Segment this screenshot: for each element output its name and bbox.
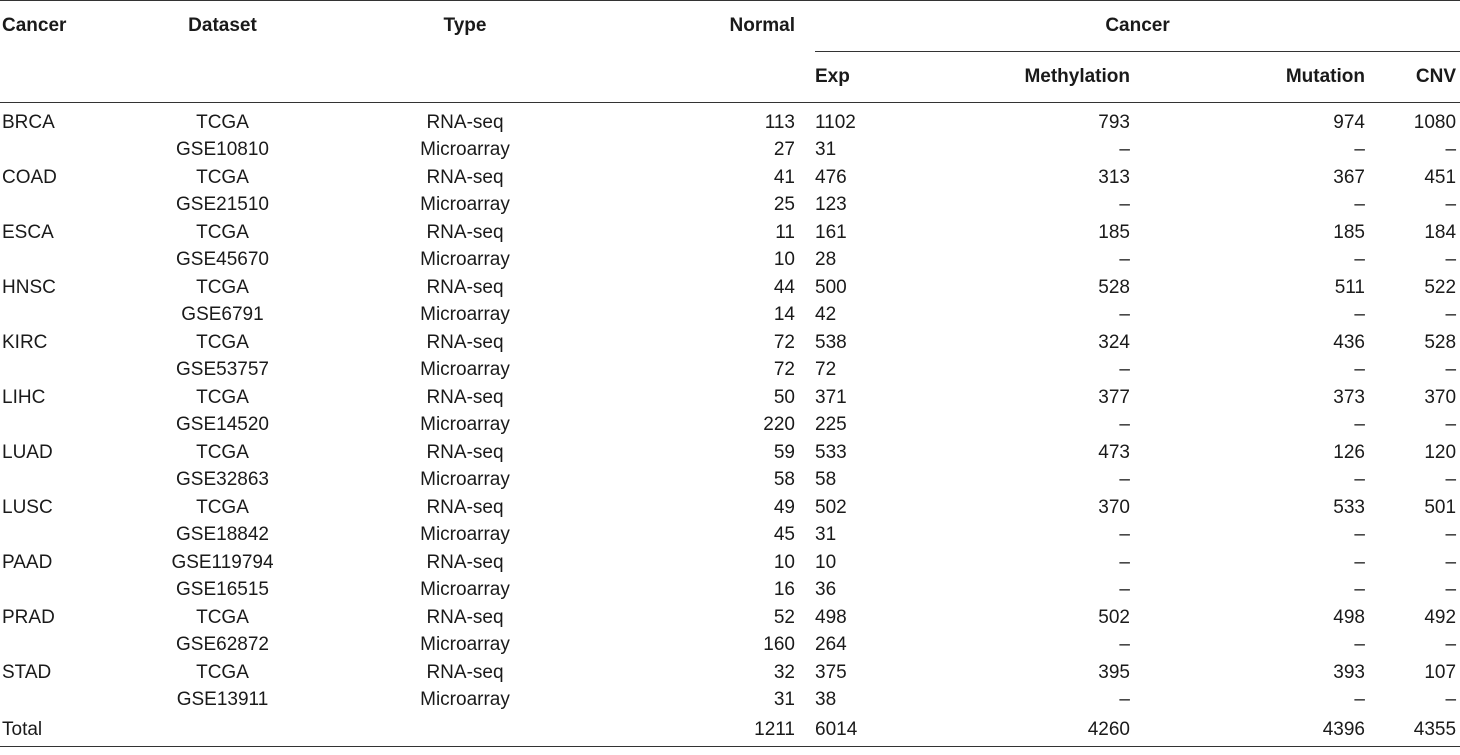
- cell-normal: 50: [773, 386, 795, 408]
- cell-cancer: [0, 136, 150, 164]
- cell-mutation: –: [1354, 524, 1365, 546]
- table-row: [0, 686, 1460, 714]
- cell-dataset: TCGA: [196, 606, 249, 628]
- cell-exp: 123: [815, 194, 847, 216]
- cell-methylation: 395: [1098, 661, 1130, 683]
- cell-normal: 58: [773, 469, 795, 491]
- cell-cancer: [0, 466, 150, 494]
- cell-normal: 10: [773, 551, 795, 573]
- cell-exp: 31: [815, 139, 837, 161]
- cell-cancer: ESCA: [2, 221, 54, 243]
- cell-dataset: TCGA: [196, 276, 249, 298]
- cell-normal: 113: [764, 112, 795, 133]
- cell-type: RNA-seq: [426, 386, 504, 408]
- cell-dataset: GSE45670: [176, 249, 269, 271]
- cell-mutation: –: [1354, 194, 1365, 216]
- cell-dataset: TCGA: [196, 441, 249, 463]
- table-row: [0, 439, 1460, 467]
- cell-cnv: 370: [1424, 386, 1457, 408]
- cell-methylation: –: [1119, 634, 1130, 656]
- cell-cnv: –: [1445, 579, 1457, 601]
- cell-methylation: 528: [1098, 276, 1130, 298]
- cell-methylation: –: [1119, 249, 1130, 271]
- cell-type: RNA-seq: [426, 551, 504, 573]
- table-row: [0, 576, 1460, 604]
- cell-type: RNA-seq: [426, 606, 504, 628]
- cell-cancer: [0, 631, 150, 659]
- cell-cancer: [0, 191, 150, 219]
- cell-dataset: TCGA: [196, 496, 249, 518]
- cell-cancer: [0, 686, 150, 714]
- cell-cnv: –: [1445, 414, 1457, 436]
- table-row: [0, 549, 1460, 577]
- cell-cancer: [0, 356, 150, 384]
- table-header: [0, 1, 1460, 103]
- cell-cancer: [0, 301, 150, 329]
- cell-exp: 72: [815, 359, 837, 381]
- cell-normal: 52: [773, 606, 795, 628]
- header-cancer: Cancer: [0, 1, 150, 52]
- cell-exp: 533: [815, 441, 847, 463]
- cell-normal: 44: [773, 276, 795, 298]
- cell-dataset: GSE18842: [176, 524, 269, 546]
- cell-type: RNA-seq: [426, 276, 504, 298]
- cell-normal: 160: [763, 634, 795, 656]
- cell-mutation: –: [1354, 469, 1365, 491]
- table-row: [0, 411, 1460, 439]
- cell-normal: 14: [773, 304, 795, 326]
- cell-exp: 375: [815, 661, 847, 683]
- cell-methylation: 473: [1098, 441, 1130, 463]
- cell-mutation: –: [1354, 689, 1365, 711]
- cell-dataset: GSE21510: [176, 194, 269, 216]
- table-row: [0, 164, 1460, 192]
- cell-cancer: LIHC: [2, 386, 46, 408]
- table-row: [0, 521, 1460, 549]
- cell-type: RNA-seq: [426, 166, 504, 188]
- cell-normal: 10: [773, 249, 795, 271]
- cell-type: RNA-seq: [426, 496, 504, 518]
- cell-exp: 538: [815, 331, 847, 353]
- cell-cnv: 492: [1424, 606, 1457, 628]
- table-row: [0, 384, 1460, 412]
- cell-cancer: PRAD: [2, 606, 55, 628]
- cell-mutation: 436: [1333, 331, 1365, 353]
- cell-type: Microarray: [420, 579, 510, 601]
- table-row: [0, 301, 1460, 329]
- cell-cnv: 120: [1424, 441, 1457, 463]
- cell-methylation: 502: [1098, 606, 1130, 628]
- cell-exp: 10: [815, 551, 837, 573]
- cell-methylation: 793: [1098, 112, 1130, 133]
- cell-cancer: [0, 411, 150, 439]
- header-cnv: CNV: [1365, 52, 1460, 103]
- cell-exp: 42: [815, 304, 837, 326]
- cell-type: Microarray: [420, 359, 510, 381]
- header-mutation: Mutation: [1130, 52, 1365, 103]
- cell-cnv: –: [1445, 524, 1457, 546]
- cell-cnv: –: [1445, 634, 1457, 656]
- header-methylation: Methylation: [915, 52, 1130, 103]
- cell-normal: 32: [773, 661, 795, 683]
- table-row: [0, 329, 1460, 357]
- cell-cancer: [0, 246, 150, 274]
- cell-exp: 1102: [815, 112, 856, 133]
- cell-type: Microarray: [420, 689, 510, 711]
- cell-mutation: 498: [1333, 606, 1365, 628]
- total-row: [0, 714, 1460, 747]
- cell-mutation: –: [1354, 414, 1365, 436]
- cell-mutation: 4396: [1130, 714, 1365, 747]
- cell-cancer: [0, 576, 150, 604]
- table-row: [0, 191, 1460, 219]
- table-body: [0, 103, 1460, 747]
- cell-cnv: –: [1445, 304, 1457, 326]
- cell-cnv: 451: [1424, 166, 1457, 188]
- cell-cancer: BRCA: [2, 112, 55, 133]
- table-row: [0, 219, 1460, 247]
- cell-type: RNA-seq: [426, 331, 504, 353]
- cell-mutation: 185: [1333, 221, 1365, 243]
- cell-dataset: GSE32863: [176, 469, 269, 491]
- cell-type: Microarray: [420, 634, 510, 656]
- cell-dataset: GSE10810: [176, 139, 269, 161]
- cell-normal: 27: [773, 139, 795, 161]
- cell-cnv: 4355: [1365, 714, 1460, 747]
- table-row: [0, 631, 1460, 659]
- cell-cnv: 528: [1424, 331, 1457, 353]
- cell-exp: 161: [815, 221, 847, 243]
- cell-mutation: 126: [1333, 441, 1365, 463]
- cell-dataset: [150, 714, 335, 747]
- cell-methylation: 377: [1098, 386, 1130, 408]
- cell-dataset: GSE6791: [181, 304, 264, 326]
- cell-mutation: –: [1354, 139, 1365, 161]
- cell-cancer: KIRC: [2, 331, 48, 353]
- cell-mutation: 974: [1333, 112, 1365, 133]
- cell-methylation: 313: [1098, 166, 1130, 188]
- cell-mutation: –: [1354, 579, 1365, 601]
- header-blank: [335, 52, 555, 103]
- cell-normal: 1211: [555, 714, 815, 747]
- cell-normal: 25: [773, 194, 795, 216]
- cell-type: Microarray: [420, 414, 510, 436]
- cell-type: RNA-seq: [426, 112, 504, 133]
- cell-cancer: HNSC: [2, 276, 56, 298]
- cell-dataset: TCGA: [196, 661, 249, 683]
- cell-mutation: 511: [1334, 276, 1365, 298]
- cell-methylation: –: [1119, 551, 1130, 573]
- cell-cancer: COAD: [2, 166, 57, 188]
- header-cancer-group: Cancer: [815, 1, 1460, 52]
- cell-exp: 476: [815, 166, 847, 188]
- cell-methylation: –: [1119, 304, 1130, 326]
- cell-methylation: 4260: [915, 714, 1130, 747]
- header-blank: [150, 52, 335, 103]
- cell-normal: 49: [773, 496, 795, 518]
- cell-normal: 45: [773, 524, 795, 546]
- cell-exp: 502: [815, 496, 847, 518]
- table-row: [0, 659, 1460, 687]
- cell-dataset: TCGA: [196, 331, 249, 353]
- cell-methylation: –: [1119, 524, 1130, 546]
- cell-cnv: –: [1445, 194, 1457, 216]
- table-row: [0, 103, 1460, 137]
- cell-normal: 220: [763, 414, 795, 436]
- cell-cnv: –: [1445, 139, 1457, 161]
- cell-cancer: LUSC: [2, 496, 53, 518]
- cell-type: RNA-seq: [426, 661, 504, 683]
- cell-dataset: GSE14520: [176, 414, 269, 436]
- cell-normal: 72: [773, 359, 795, 381]
- cell-exp: 500: [815, 276, 847, 298]
- cell-mutation: –: [1354, 634, 1365, 656]
- cell-dataset: TCGA: [196, 166, 249, 188]
- cell-exp: 36: [815, 579, 837, 601]
- table-row: [0, 604, 1460, 632]
- cell-cnv: 522: [1424, 276, 1457, 298]
- cell-normal: 59: [773, 441, 795, 463]
- cell-type: [335, 714, 555, 747]
- cell-dataset: GSE62872: [176, 634, 269, 656]
- cell-methylation: –: [1119, 194, 1130, 216]
- cell-normal: 16: [773, 579, 795, 601]
- cell-exp: 31: [815, 524, 837, 546]
- cell-dataset: TCGA: [196, 386, 249, 408]
- cell-dataset: TCGA: [196, 112, 249, 133]
- cell-exp: 498: [815, 606, 847, 628]
- cell-normal: 11: [775, 221, 795, 243]
- cell-cnv: –: [1445, 469, 1457, 491]
- table-row: [0, 136, 1460, 164]
- cell-mutation: 533: [1333, 496, 1365, 518]
- cell-mutation: –: [1354, 359, 1365, 381]
- cell-exp: 38: [815, 689, 837, 711]
- cell-methylation: 185: [1098, 221, 1130, 243]
- cell-methylation: –: [1119, 359, 1130, 381]
- cell-methylation: –: [1119, 139, 1130, 161]
- cell-dataset: GSE16515: [176, 579, 269, 601]
- cell-mutation: –: [1354, 304, 1365, 326]
- table-row: [0, 494, 1460, 522]
- cell-type: Microarray: [420, 469, 510, 491]
- cell-cnv: –: [1445, 359, 1457, 381]
- table-row: [0, 246, 1460, 274]
- cell-mutation: –: [1354, 249, 1365, 271]
- cell-cnv: 184: [1424, 221, 1457, 243]
- cell-exp: 225: [815, 414, 847, 436]
- cell-mutation: 373: [1333, 386, 1365, 408]
- cell-methylation: 370: [1098, 496, 1130, 518]
- cell-exp: 28: [815, 249, 837, 271]
- cell-normal: 31: [773, 689, 795, 711]
- cell-exp: 264: [815, 634, 847, 656]
- cell-type: Microarray: [420, 194, 510, 216]
- cell-exp: 371: [815, 386, 847, 408]
- cell-cnv: 501: [1424, 496, 1457, 518]
- cell-mutation: 393: [1333, 661, 1365, 683]
- cell-cnv: –: [1445, 249, 1457, 271]
- cell-type: Microarray: [420, 249, 510, 271]
- header-blank: [555, 52, 815, 103]
- header-type: Type: [335, 1, 555, 52]
- cell-methylation: –: [1119, 689, 1130, 711]
- cell-normal: 72: [773, 331, 795, 353]
- cell-methylation: –: [1119, 469, 1130, 491]
- cell-cnv: 107: [1424, 661, 1457, 683]
- cell-type: RNA-seq: [426, 441, 504, 463]
- table-row: [0, 466, 1460, 494]
- cell-dataset: GSE13911: [176, 689, 269, 711]
- cell-exp: 58: [815, 469, 837, 491]
- cell-cancer: LUAD: [2, 441, 53, 463]
- cell-methylation: –: [1119, 579, 1130, 601]
- cell-mutation: 367: [1333, 166, 1365, 188]
- header-blank: [0, 52, 150, 103]
- cell-methylation: –: [1119, 414, 1130, 436]
- cell-dataset: GSE53757: [176, 359, 269, 381]
- cell-cancer: PAAD: [2, 551, 53, 573]
- cell-cnv: –: [1445, 551, 1457, 573]
- header-exp: Exp: [815, 52, 915, 103]
- cell-dataset: TCGA: [196, 221, 249, 243]
- cell-dataset: GSE119794: [171, 551, 274, 573]
- header-normal: Normal: [555, 1, 815, 52]
- cell-cnv: 1080: [1413, 112, 1457, 133]
- header-dataset: Dataset: [150, 1, 335, 52]
- cell-type: Microarray: [420, 304, 510, 326]
- cell-cancer: STAD: [2, 661, 52, 683]
- cell-cnv: –: [1445, 689, 1457, 711]
- cell-type: RNA-seq: [426, 221, 504, 243]
- cell-normal: 41: [773, 166, 795, 188]
- cell-mutation: –: [1354, 551, 1365, 573]
- table-row: [0, 274, 1460, 302]
- table-row: [0, 356, 1460, 384]
- cell-cancer: Total: [0, 714, 150, 747]
- cell-exp: 6014: [815, 714, 915, 747]
- cell-methylation: 324: [1098, 331, 1130, 353]
- cell-type: Microarray: [420, 524, 510, 546]
- cell-cancer: [0, 521, 150, 549]
- cell-type: Microarray: [420, 139, 510, 161]
